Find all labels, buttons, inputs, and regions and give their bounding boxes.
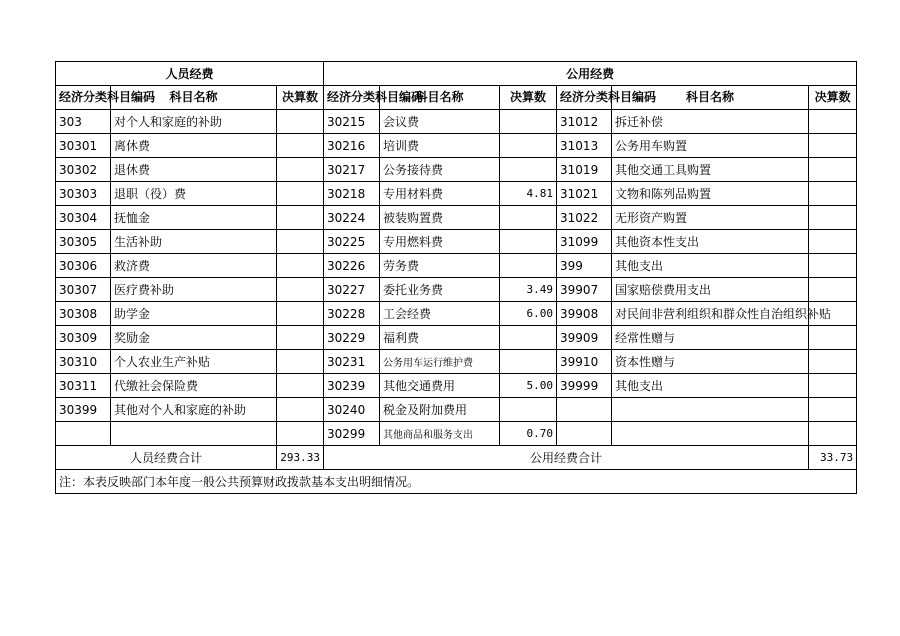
name-cell: 专用燃料费 [380,230,500,254]
code-cell: 30228 [324,302,380,326]
name-cell: 被装购置费 [380,206,500,230]
code-cell: 30307 [56,278,111,302]
amount-cell [809,350,857,374]
amount-cell [809,398,857,422]
name-cell [612,422,809,446]
amount-cell [809,374,857,398]
amount-cell: 4.81 [500,182,557,206]
name-cell: 资本性赠与 [612,350,809,374]
name-cell: 其他交通工具购置 [612,158,809,182]
amount-cell [809,254,857,278]
name-cell: 公务用车运行维护费 [380,350,500,374]
code-cell: 30308 [56,302,111,326]
code-cell: 30217 [324,158,380,182]
amount-cell [500,110,557,134]
code-cell: 30306 [56,254,111,278]
amount-cell [809,230,857,254]
code-cell: 30309 [56,326,111,350]
amount-cell [809,158,857,182]
amount-cell [500,134,557,158]
table-row [56,134,857,158]
name-cell [111,422,277,446]
name-cell: 其他对个人和家庭的补助 [111,398,277,422]
code-cell: 30311 [56,374,111,398]
name-cell: 经常性赠与 [612,326,809,350]
amount-header: 决算数 [277,86,324,110]
table-row [56,374,857,398]
name-cell: 医疗费补助 [111,278,277,302]
name-cell: 税金及附加费用 [380,398,500,422]
column-header-row [56,86,857,110]
code-cell: 30303 [56,182,111,206]
code-cell: 30215 [324,110,380,134]
table-row [56,182,857,206]
name-cell: 个人农业生产补贴 [111,350,277,374]
code-cell: 30229 [324,326,380,350]
code-cell: 39910 [557,350,612,374]
personnel-total-value: 293.33 [277,446,324,470]
amount-header: 决算数 [500,86,557,110]
code-header: 经济分类科目编码 [56,86,111,110]
public-header: 公用经费 [324,62,857,86]
amount-cell [500,326,557,350]
name-cell: 委托业务费 [380,278,500,302]
amount-cell: 5.00 [500,374,557,398]
name-cell: 工会经费 [380,302,500,326]
name-header: 科目名称 [380,86,500,110]
name-cell: 离休费 [111,134,277,158]
amount-cell [809,182,857,206]
code-cell: 31012 [557,110,612,134]
amount-cell: 6.00 [500,302,557,326]
code-cell: 31013 [557,134,612,158]
table-row [56,158,857,182]
code-cell [56,422,111,446]
name-cell: 代缴社会保险费 [111,374,277,398]
amount-cell: 3.49 [500,278,557,302]
name-cell: 公务接待费 [380,158,500,182]
name-cell: 其他商品和服务支出 [380,422,500,446]
table-row [56,398,857,422]
code-cell: 39909 [557,326,612,350]
name-cell: 退休费 [111,158,277,182]
name-cell: 专用材料费 [380,182,500,206]
amount-cell [277,398,324,422]
amount-cell [500,254,557,278]
amount-cell [277,374,324,398]
name-cell: 公务用车购置 [612,134,809,158]
public-total-value: 33.73 [809,446,857,470]
code-cell: 30239 [324,374,380,398]
amount-cell [809,278,857,302]
amount-cell [277,278,324,302]
personnel-header: 人员经费 [56,62,324,86]
name-cell: 对民间非营利组织和群众性自治组织补贴 [612,302,809,326]
table-row [56,278,857,302]
amount-cell [277,206,324,230]
name-cell: 救济费 [111,254,277,278]
name-cell: 培训费 [380,134,500,158]
amount-cell [500,350,557,374]
code-cell: 30226 [324,254,380,278]
code-cell: 30216 [324,134,380,158]
amount-cell [277,326,324,350]
amount-cell [500,206,557,230]
table-row [56,326,857,350]
amount-cell [500,230,557,254]
name-cell: 奖励金 [111,326,277,350]
amount-cell [809,110,857,134]
code-cell: 399 [557,254,612,278]
code-cell [557,422,612,446]
code-cell [557,398,612,422]
code-cell: 30231 [324,350,380,374]
code-cell: 30305 [56,230,111,254]
amount-cell [277,350,324,374]
code-header: 经济分类科目编码 [324,86,380,110]
code-cell: 30304 [56,206,111,230]
name-cell: 无形资产购置 [612,206,809,230]
name-cell: 福利费 [380,326,500,350]
amount-cell [277,422,324,446]
amount-cell [277,110,324,134]
name-cell: 国家赔偿费用支出 [612,278,809,302]
amount-cell [809,134,857,158]
amount-cell [500,158,557,182]
code-cell: 31099 [557,230,612,254]
name-cell: 退职（役）费 [111,182,277,206]
code-cell: 39999 [557,374,612,398]
name-cell: 会议费 [380,110,500,134]
code-cell: 31022 [557,206,612,230]
code-cell: 30310 [56,350,111,374]
amount-cell [277,254,324,278]
amount-cell [277,158,324,182]
amount-cell [277,134,324,158]
amount-cell [809,326,857,350]
table-row [56,422,857,446]
totals-row [56,446,857,470]
table-row [56,254,857,278]
code-cell: 30225 [324,230,380,254]
name-cell: 其他资本性支出 [612,230,809,254]
code-cell: 31019 [557,158,612,182]
code-header: 经济分类科目编码 [557,86,612,110]
code-cell: 39908 [557,302,612,326]
table-row [56,230,857,254]
expenditure-detail-table [55,61,857,494]
amount-cell [809,422,857,446]
code-cell: 30224 [324,206,380,230]
amount-cell [500,398,557,422]
code-cell: 303 [56,110,111,134]
code-cell: 30301 [56,134,111,158]
name-cell: 其他支出 [612,254,809,278]
personnel-total-label: 人员经费合计 [56,446,277,470]
table-row [56,110,857,134]
name-cell: 对个人和家庭的补助 [111,110,277,134]
group-header-row [56,62,857,86]
name-cell [612,398,809,422]
name-cell: 其他交通费用 [380,374,500,398]
code-cell: 30302 [56,158,111,182]
table-note: 注：本表反映部门本年度一般公共预算财政拨款基本支出明细情况。 [56,470,857,494]
name-cell: 拆迁补偿 [612,110,809,134]
amount-cell [277,182,324,206]
code-cell: 39907 [557,278,612,302]
name-header: 科目名称 [612,86,809,110]
name-cell: 文物和陈列品购置 [612,182,809,206]
name-cell: 抚恤金 [111,206,277,230]
table-row [56,302,857,326]
name-cell: 其他支出 [612,374,809,398]
name-cell: 生活补助 [111,230,277,254]
code-cell: 30399 [56,398,111,422]
name-cell: 劳务费 [380,254,500,278]
amount-cell [809,206,857,230]
code-cell: 30227 [324,278,380,302]
amount-cell [277,230,324,254]
table-row [56,206,857,230]
code-cell: 30299 [324,422,380,446]
amount-cell [277,302,324,326]
name-cell: 助学金 [111,302,277,326]
public-total-label: 公用经费合计 [324,446,809,470]
code-cell: 30240 [324,398,380,422]
note-row [56,470,857,494]
code-cell: 30218 [324,182,380,206]
amount-header: 决算数 [809,86,857,110]
table-row [56,350,857,374]
amount-cell: 0.70 [500,422,557,446]
code-cell: 31021 [557,182,612,206]
name-header: 科目名称 [111,86,277,110]
